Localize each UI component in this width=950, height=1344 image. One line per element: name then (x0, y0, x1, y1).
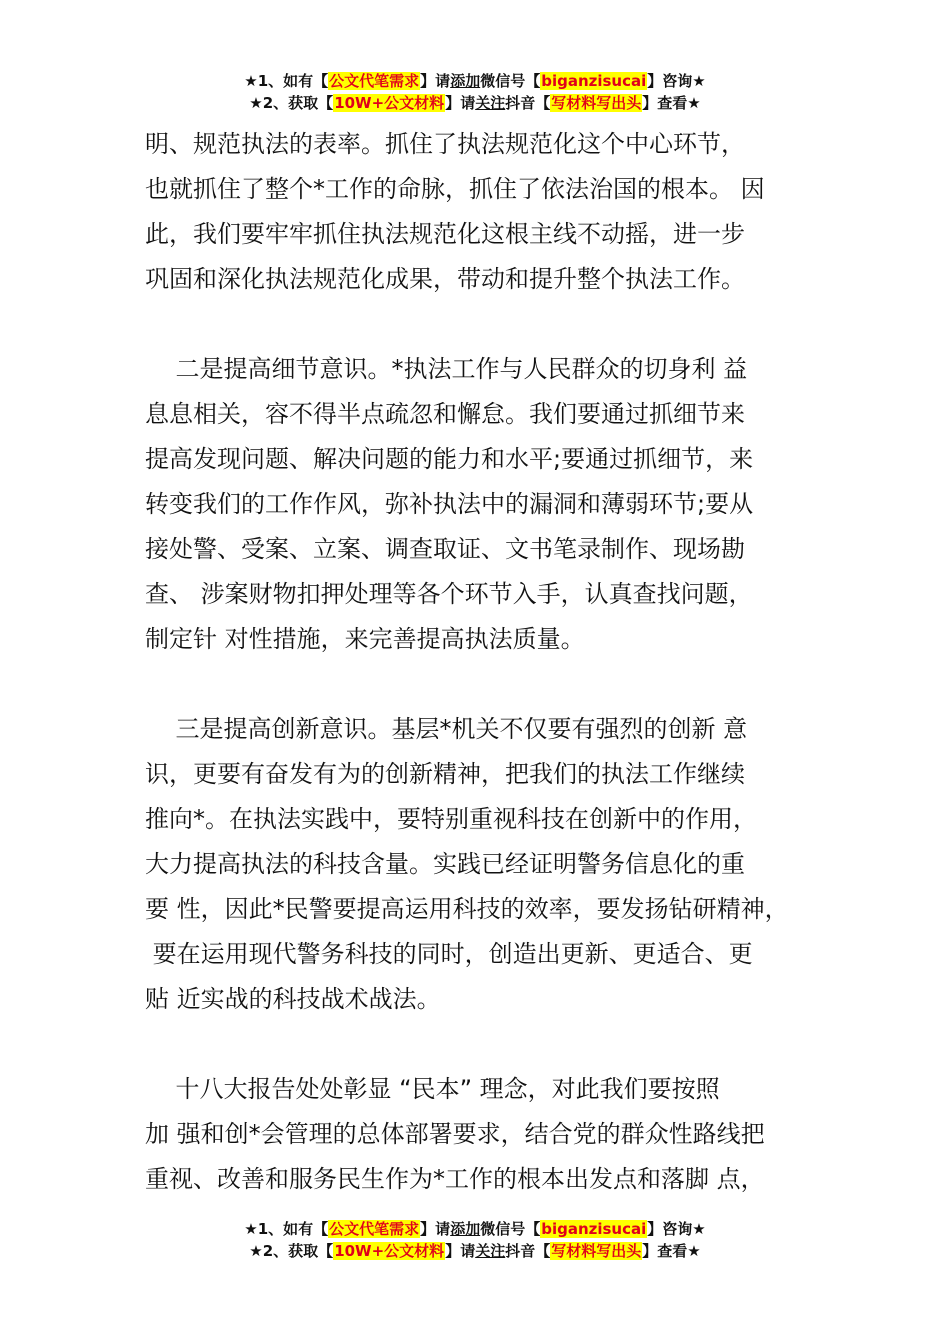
text-line: 制定针 对性措施，来完善提高执法质量。 (145, 625, 585, 653)
text-line: 此，我们要牢牢抓住执法规范化这根主线不动摇，进一步 (145, 220, 745, 248)
text-line: 息息相关，容不得半点疏忽和懈怠。我们要通过抓细节来 (145, 400, 745, 428)
banner-text: 】咨询★ (647, 72, 706, 90)
text-line: 查、 涉案财物扣押处理等各个环节入手，认真查找问题， (145, 580, 753, 608)
banner-text: ★1、如有【 (244, 1220, 329, 1238)
banner-text: 】请 (445, 1242, 476, 1260)
text-line: 二是提高细节意识。*执法工作与人民群众的切身利 益 (145, 355, 748, 383)
banner-text: ★2、获取【 (249, 1242, 334, 1260)
text-line: 加 强和创*会管理的总体部署要求，结合党的群众性路线把 (145, 1120, 765, 1148)
banner-line-2 (0, 92, 950, 114)
text-line: 大力提高执法的科技含量。实践已经证明警务信息化的重 (145, 850, 745, 878)
text-line: 重视、改善和服务民生作为*工作的根本出发点和落脚 点， (145, 1165, 765, 1193)
text-line: 转变我们的工作作风，弥补执法中的漏洞和薄弱环节;要从 (145, 490, 754, 518)
paragraph-1 (145, 122, 825, 302)
highlight-materials: 10W+公文材料 (334, 94, 445, 112)
highlight-wechat-id: biganzisucai (541, 1220, 647, 1238)
paragraph-4 (145, 1067, 825, 1202)
banner-text: 微信号【 (480, 1220, 541, 1238)
underlined-text: 关注 (475, 1242, 506, 1260)
banner-text: 】请 (420, 1220, 451, 1238)
text-line: 接处警、受案、立案、调查取证、文书笔录制作、现场勘 (145, 535, 745, 563)
banner-text: 】咨询★ (647, 1220, 706, 1238)
banner-line-1 (0, 1218, 950, 1240)
banner-text: 】查看★ (642, 1242, 701, 1260)
highlight-douyin: 写材料写出头 (551, 1242, 642, 1260)
text-line: 巩固和深化执法规范化成果，带动和提升整个执法工作。 (145, 265, 745, 293)
text-line: 要在运用现代警务科技的同时，创造出更新、更适合、更 (145, 940, 753, 968)
banner-text: 】查看★ (642, 94, 701, 112)
text-line: 也就抓住了整个*工作的命脉，抓住了依法治国的根本。 因 (145, 175, 765, 203)
underlined-text: 添加 (450, 1220, 481, 1238)
text-line: 提高发现问题、解决问题的能力和水平;要通过抓细节，来 (145, 445, 754, 473)
text-line: 明、规范执法的表率。抓住了执法规范化这个中心环节， (145, 130, 745, 158)
highlight-wechat-id: biganzisucai (541, 72, 647, 90)
text-line: 识，更要有奋发有为的创新精神，把我们的执法工作继续 (145, 760, 745, 788)
banner-line-1 (0, 70, 950, 92)
highlight-service: 公文代笔需求 (329, 72, 420, 90)
banner-text: 抖音【 (505, 94, 551, 112)
banner-text: 】请 (420, 72, 451, 90)
paragraph-gap (145, 1022, 825, 1067)
banner-text: 微信号【 (480, 72, 541, 90)
banner-line-2 (0, 1240, 950, 1262)
paragraph-2 (145, 347, 825, 662)
text-line: 推向*。在执法实践中，要特别重视科技在创新中的作用， (145, 805, 757, 833)
text-line: 十八大报告处处彰显 “民本” 理念，对此我们要按照 (145, 1075, 720, 1103)
banner-text: 】请 (445, 94, 476, 112)
text-line: 三是提高创新意识。基层*机关不仅要有强烈的创新 意 (145, 715, 748, 743)
text-line: 贴 近实战的科技战术战法。 (145, 985, 441, 1013)
highlight-service: 公文代笔需求 (329, 1220, 420, 1238)
paragraph-gap (145, 302, 825, 347)
document-body (145, 122, 825, 1202)
banner-text: ★2、获取【 (249, 94, 334, 112)
banner-text: ★1、如有【 (244, 72, 329, 90)
underlined-text: 关注 (475, 94, 506, 112)
highlight-materials: 10W+公文材料 (334, 1242, 445, 1260)
underlined-text: 添加 (450, 72, 481, 90)
paragraph-3 (145, 707, 825, 1022)
header-banner (0, 70, 950, 114)
banner-text: 抖音【 (505, 1242, 551, 1260)
footer-banner (0, 1218, 950, 1262)
text-line: 要 性，因此*民警要提高运用科技的效率，要发扬钻研精神， (145, 895, 789, 923)
highlight-douyin: 写材料写出头 (551, 94, 642, 112)
paragraph-gap (145, 662, 825, 707)
